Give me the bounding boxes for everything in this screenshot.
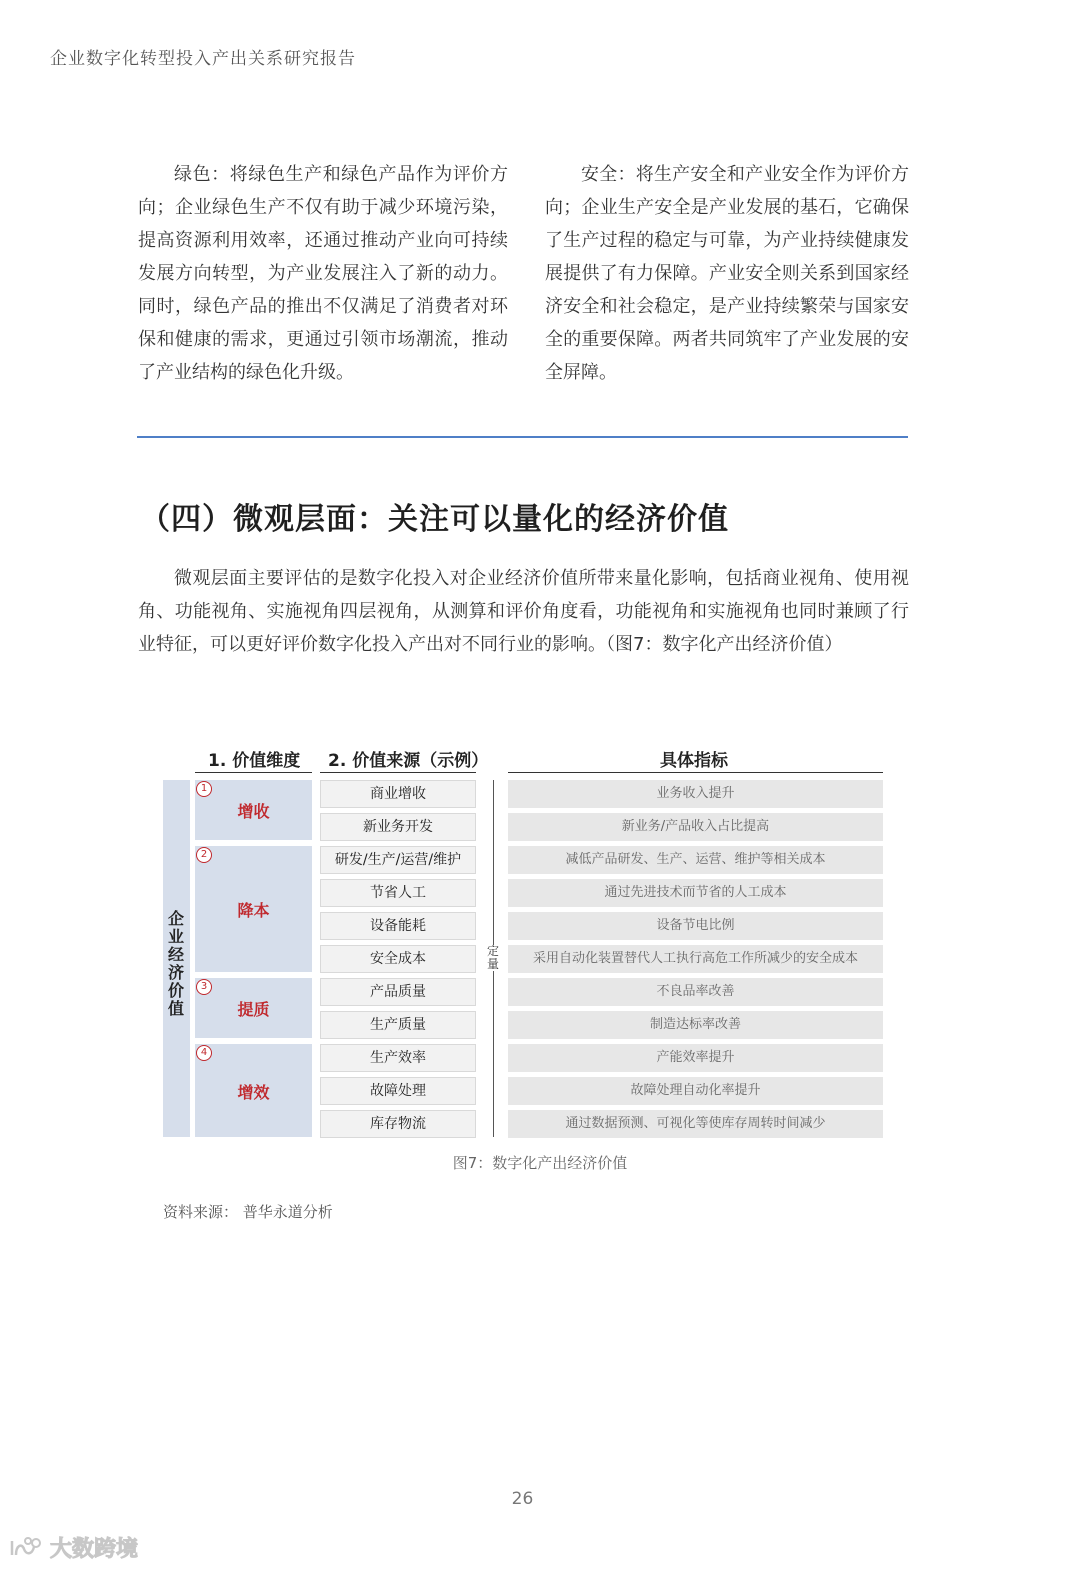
indicator-cell: 采用自动化装置替代人工执行高危工作所减少的安全成本 bbox=[508, 945, 883, 973]
quant-label: 定量 bbox=[486, 944, 499, 971]
group-improve-efficiency bbox=[195, 1044, 312, 1137]
group-improve-quality bbox=[195, 978, 312, 1038]
indicator-cell: 产能效率提升 bbox=[508, 1044, 883, 1072]
section-intro: 微观层面主要评估的是数字化投入对企业经济价值所带来量化影响，包括商业视角、使用视角、功能视角、实施视角四层视角，从测算和评价角度看，功能视角和实施视角也同时兼顾了行业特征，可以更好评价数字化投入产出对不同行业的影响。（图7：数字化产出经济价值） bbox=[138, 568, 909, 655]
running-header: 企业数字化转型投入产出关系研究报告 bbox=[50, 49, 356, 69]
watermark-text: 大数跨境 bbox=[50, 1537, 139, 1562]
watermark bbox=[8, 1532, 138, 1563]
indicator-cell: 业务收入提升 bbox=[508, 780, 883, 808]
group-number: 1 bbox=[196, 781, 212, 797]
value-figure bbox=[160, 740, 890, 1140]
source-cell: 生产效率 bbox=[320, 1044, 476, 1072]
source-cell: 库存物流 bbox=[320, 1110, 476, 1138]
source-cell: 新业务开发 bbox=[320, 813, 476, 841]
source-cell: 生产质量 bbox=[320, 1011, 476, 1039]
group-number: 2 bbox=[196, 847, 212, 863]
indicator-cell: 减低产品研发、生产、运营、维护等相关成本 bbox=[508, 846, 883, 874]
group-reduce-cost bbox=[195, 846, 312, 972]
indicator-cell: 不良品率改善 bbox=[508, 978, 883, 1006]
group-name: 降本 bbox=[237, 901, 270, 920]
green-paragraph: 绿色：将绿色生产和绿色产品作为评价方向；企业绿色生产不仅有助于减少环境污染，提高资源利用效率，还通过推动产业向可持续发展方向转型，为产业发展注入了新的动力。同时，绿色产品的推出不仅满足了消费者对环保和健康的需求，更通过引领市场潮流，推动了产业结构的绿色化升级。 bbox=[138, 164, 508, 383]
section-divider bbox=[137, 436, 908, 438]
source-cell: 设备能耗 bbox=[320, 912, 476, 940]
source-cell: 商业增收 bbox=[320, 780, 476, 808]
source-cell: 故障处理 bbox=[320, 1077, 476, 1105]
section-title: （四）微观层面：关注可以量化的经济价值 bbox=[140, 502, 729, 537]
side-label: 企业经济价值 bbox=[168, 909, 185, 1018]
indicator-cell: 制造达标率改善 bbox=[508, 1011, 883, 1039]
watermark-logo-icon bbox=[8, 1535, 44, 1561]
figure-caption: 图7：数字化产出经济价值 bbox=[452, 1154, 628, 1172]
source-note: 资料来源： 普华永道分析 bbox=[163, 1203, 333, 1221]
source-cell: 节省人工 bbox=[320, 879, 476, 907]
header-indicator: 具体指标 bbox=[660, 751, 728, 771]
group-name: 提质 bbox=[237, 1000, 270, 1019]
source-cell: 产品质量 bbox=[320, 978, 476, 1006]
source-cell: 研发/生产/运营/维护 bbox=[320, 846, 476, 874]
safety-paragraph: 安全：将生产安全和产业安全作为评价方向；企业生产安全是产业发展的基石，它确保了生产过程的稳定与可靠，为产业持续健康发展提供了有力保障。产业安全则关系到国家经济安全和社会稳定，是产业持续繁荣与国家安全的重要保障。两者共同筑牢了产业发展的安全屏障。 bbox=[545, 164, 909, 383]
group-increase-revenue bbox=[195, 780, 312, 840]
header-underline bbox=[320, 772, 476, 773]
group-name: 增效 bbox=[237, 1083, 270, 1102]
indicator-cell: 故障处理自动化率提升 bbox=[508, 1077, 883, 1105]
indicator-cell: 通过先进技术而节省的人工成本 bbox=[508, 879, 883, 907]
header-source: 2. 价值来源（示例） bbox=[328, 751, 489, 771]
header-underline bbox=[508, 772, 883, 773]
group-number: 3 bbox=[196, 979, 212, 995]
page-number: 26 bbox=[511, 1489, 534, 1509]
group-name: 增收 bbox=[237, 802, 270, 821]
header-dimension: 1. 价值维度 bbox=[208, 751, 301, 771]
indicator-cell: 设备节电比例 bbox=[508, 912, 883, 940]
indicator-cell: 新业务/产品收入占比提高 bbox=[508, 813, 883, 841]
indicator-cell: 通过数据预测、可视化等使库存周转时间减少 bbox=[508, 1110, 883, 1138]
source-cell: 安全成本 bbox=[320, 945, 476, 973]
group-number: 4 bbox=[196, 1045, 212, 1061]
header-underline bbox=[195, 772, 312, 773]
